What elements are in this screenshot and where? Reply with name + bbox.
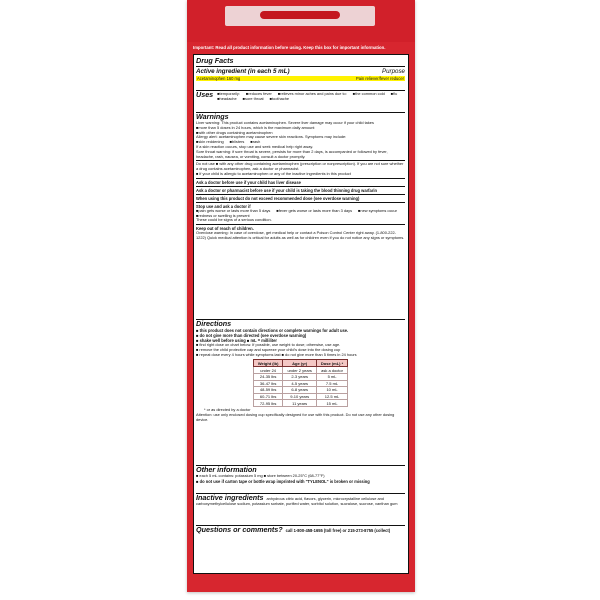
- drug-facts-title: Drug Facts: [196, 56, 234, 65]
- cell: under 24: [253, 367, 283, 374]
- cell: 10 mL: [316, 387, 347, 394]
- liver-warning: Liver warning: This product contains acetaminophen. Severe liver damage may occur if your child takes: [196, 120, 374, 125]
- cell: 12.5 mL: [316, 393, 347, 400]
- attention-note: Attention: use only enclosed dosing cup specifically designed for use with this product. Do not use any other dosing device.: [196, 411, 395, 422]
- ingredient-row: [196, 76, 405, 81]
- other-info-section: [196, 465, 405, 484]
- direction-line: ■ do not give more than directed (see overdose warning): [196, 333, 307, 338]
- table-row: [253, 400, 347, 407]
- use-item: ■ toothache: [270, 97, 289, 102]
- stop-item: ■ pain gets worse or lasts more than 5 days: [196, 209, 270, 214]
- other-info-line: ■ do not use if carton tape or bottle wrap imprinted with "TYLENOL" is broken or missing: [196, 478, 370, 484]
- col-dose: Dose (mL) *: [316, 360, 347, 367]
- active-ingredient-header: Active ingredient (in each 5 mL): [196, 68, 290, 75]
- ingredient-name: Acetaminophen 160 mg: [197, 76, 241, 81]
- use-item: ■ relieves minor aches and pains due to:: [278, 92, 347, 97]
- col-age: Age (yr): [283, 360, 316, 367]
- cell: 2-3 years: [283, 373, 316, 380]
- liver-item: ■ with other drugs containing acetaminophen: [196, 131, 405, 136]
- cell: 60-71 lbs: [253, 393, 283, 400]
- allergy-item: ■ rash: [250, 140, 260, 145]
- uses-section: [196, 90, 405, 102]
- ask-pharmacist: Ask a doctor or pharmacist before use if your child is taking the blood thinning drug warfarin: [196, 187, 378, 193]
- other-info-line: ■ each 5 mL contains: potassium 5 mg ■ store between 20-25°C (68-77°F): [196, 473, 325, 478]
- use-item: ■ flu: [391, 92, 397, 97]
- cell: 24-35 lbs: [253, 373, 283, 380]
- use-item: ■ reduces fever: [246, 92, 272, 97]
- cell: 48-59 lbs: [253, 387, 283, 394]
- dosing-table: [253, 359, 348, 407]
- table-row: [253, 393, 347, 400]
- cell: 4-5 years: [283, 380, 316, 387]
- inactive-section: [196, 493, 405, 507]
- allergy-alert: Allergy alert: acetaminophen may cause severe skin reactions. Symptoms may include:: [196, 134, 347, 140]
- table-row: [253, 373, 347, 380]
- liver-item: ■ more than 5 doses in 24 hours, which is the maximum daily amount: [196, 126, 405, 131]
- cell: 5 mL: [316, 373, 347, 380]
- uses-title: Uses: [196, 90, 214, 99]
- stop-use: Stop use and ask a doctor if: [196, 203, 251, 209]
- cell: 6-8 years: [283, 387, 316, 394]
- cell: 15 mL: [316, 400, 347, 407]
- purpose-header: Purpose: [381, 68, 405, 75]
- direction-line: ■ this product does not contain directions or complete warnings for adult use.: [196, 328, 349, 333]
- col-weight: Weight (lb): [253, 360, 283, 367]
- table-footnote: * or as directed by a doctor: [204, 406, 251, 412]
- direction-line: ■ find right dose on chart below. If possible, use weight to dose; otherwise, use age.: [196, 342, 341, 347]
- drug-facts-panel: [193, 54, 409, 574]
- allergy-item: ■ blisters: [230, 140, 245, 145]
- allergy-tail: If a skin reaction occurs, stop use and seek medical help right away.: [196, 143, 314, 149]
- use-item: ■ sore throat: [243, 97, 264, 102]
- product-box: [187, 0, 415, 592]
- warnings-section: [196, 112, 405, 241]
- overdose-warning: Overdose warning: In case of overdose, get medical help or contact a Poison Control Center right away. (1-800-222-1222) Quick medical attention is critical for adults as well as for children even if you do not notice any signs or symptoms.: [196, 230, 405, 240]
- table-row: [253, 380, 347, 387]
- stop-item: ■ redness or swelling is present: [196, 214, 250, 219]
- allergy-item: ■ skin reddening: [196, 140, 224, 145]
- cell: 9-10 years: [283, 393, 316, 400]
- questions-title: Questions or comments?: [196, 525, 283, 534]
- direction-line: ■ shake well before using ■ mL = milliliter: [196, 338, 277, 343]
- keep-out-of-reach: Keep out of reach of children.: [196, 226, 254, 232]
- cell: 11 years: [283, 400, 316, 407]
- direction-line: ■ remove the child protective cap and squeeze your child's dose into the dosing cup: [196, 346, 341, 352]
- brand-logo-strip: [225, 6, 375, 26]
- uses-intro: ■ temporarily:: [217, 92, 240, 97]
- direction-line: ■ repeat dose every 4 hours while symptoms last ■ do not give more than 5 times in 24 hours: [196, 351, 357, 357]
- cell: 7.5 mL: [316, 380, 347, 387]
- cell: ask a doctor: [316, 367, 347, 374]
- do-not-use-2: ■ if your child is allergic to acetaminophen or any of the inactive ingredients in this product: [196, 170, 351, 176]
- questions-section: [196, 525, 405, 534]
- directions-section: [196, 319, 405, 422]
- use-item: ■ headache: [217, 97, 236, 102]
- do-not-use: Do not use ■ with any other drug containing acetaminophen (prescription or nonprescription). If you are not sure whether a drug contains acetaminophen, ask a doctor or pharmacist.: [196, 161, 404, 172]
- important-notice: Important: Read all product information before using. Keep this box for important information.: [193, 45, 386, 50]
- box-top-flap: [187, 0, 415, 42]
- dosing-table-header: [253, 360, 347, 367]
- directions-title: Directions: [196, 319, 232, 328]
- sore-throat-warning: Sore throat warning: if sore throat is severe, persists for more than 2 days, is accompanied or followed by fever, headache, rash, nausea, or vomiting, consult a doctor promptly.: [196, 148, 388, 159]
- when-using: When using this product do not exceed recommended dose (see overdose warning): [196, 195, 360, 201]
- table-row: [253, 387, 347, 394]
- other-info-title: Other information: [196, 465, 257, 474]
- table-row: [253, 367, 347, 374]
- stop-tail: These could be signs of a serious condition.: [196, 217, 272, 223]
- active-header-row: [196, 68, 405, 76]
- warnings-title: Warnings: [196, 112, 229, 121]
- cell: 72-95 lbs: [253, 400, 283, 407]
- drug-facts-section: [196, 57, 405, 81]
- inactive-title: Inactive ingredients: [196, 493, 264, 502]
- questions-text: call 1-800-458-1655 (toll free) or 215-273-8755 (collect): [285, 528, 391, 533]
- cell: under 2 years: [283, 367, 316, 374]
- ingredient-purpose: Pain reliever/fever reducer: [355, 76, 404, 81]
- cell: 36-47 lbs: [253, 380, 283, 387]
- stop-item: ■ fever gets worse or lasts more than 3 days: [276, 209, 352, 214]
- stop-item: ■ new symptoms occur: [358, 209, 397, 214]
- ask-doctor: Ask a doctor before use if your child has liver disease: [196, 179, 301, 185]
- inactive-text: anhydrous citric acid, flavors, glycerin, microcrystalline cellulose and carboxymethylcellulose sodium, potassium sorbate, purified water, sorbitol solution, sucralose, sucrose, xanthan gum: [196, 496, 398, 506]
- use-item: ■ the common cold: [353, 92, 385, 97]
